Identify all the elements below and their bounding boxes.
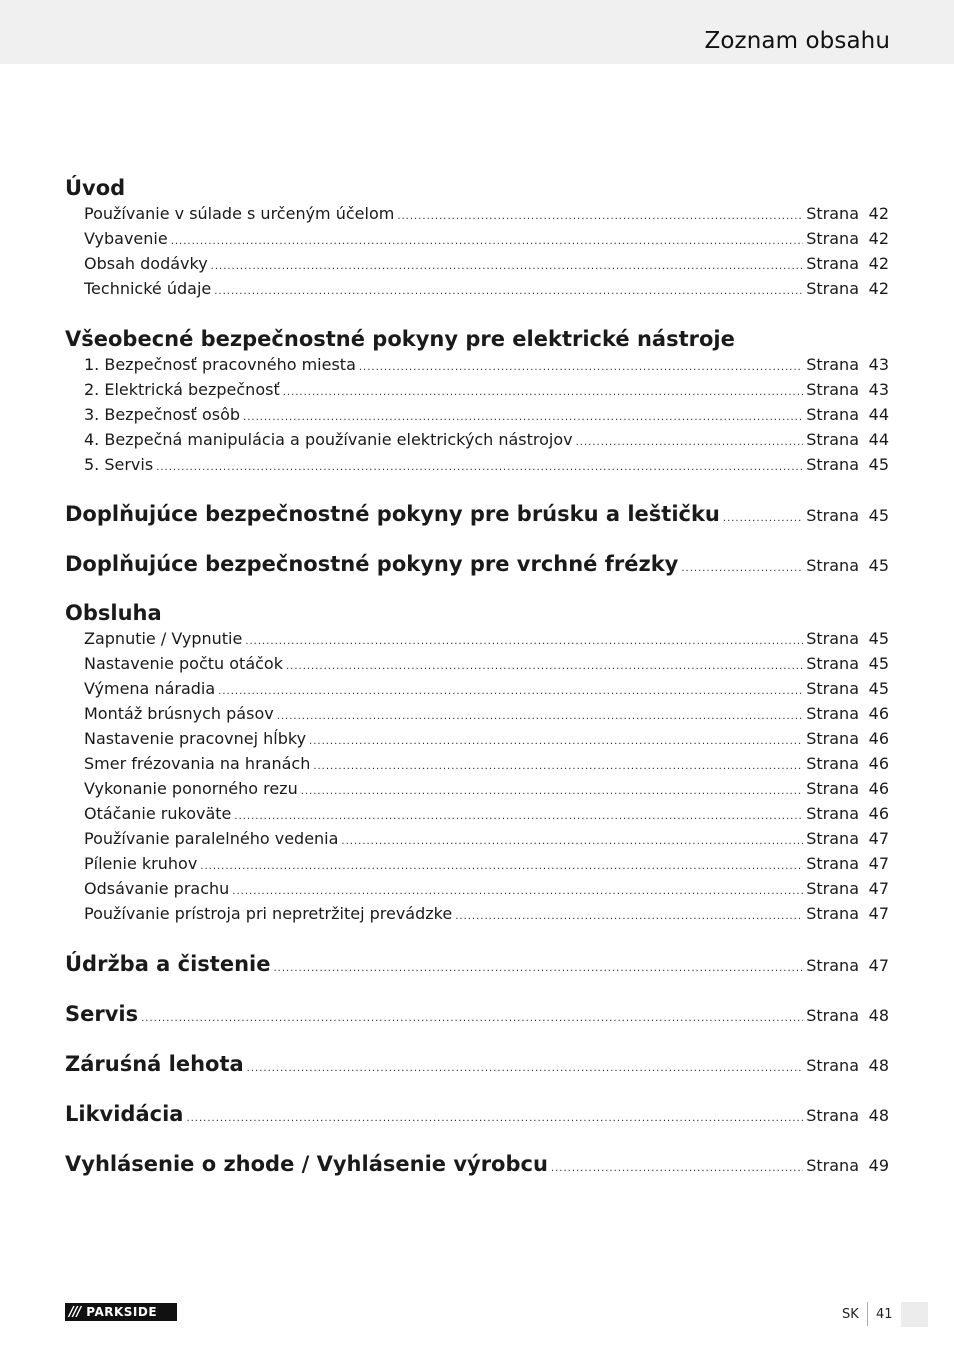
toc-entry[interactable]	[65, 804, 889, 823]
page-word: Strana	[806, 1106, 859, 1125]
page-ref	[806, 854, 889, 873]
page-ref	[806, 829, 889, 848]
toc-entry-label: Používanie v súlade s určeným účelom	[84, 204, 395, 223]
page-ref	[806, 754, 889, 773]
toc-entry-label: Smer frézovania na hranách	[84, 754, 311, 773]
page-word: Strana	[806, 729, 859, 748]
toc-section-entry[interactable]	[65, 1052, 889, 1076]
page-ref	[806, 405, 889, 424]
page-word: Strana	[806, 506, 859, 525]
page-ref	[806, 679, 889, 698]
page-number-ref: 43	[868, 380, 889, 399]
page-number: 41	[876, 1307, 893, 1322]
toc-entry[interactable]	[65, 904, 889, 923]
page-number-ref: 45	[868, 679, 889, 698]
page-number-ref: 42	[868, 229, 889, 248]
toc-entry[interactable]	[65, 679, 889, 698]
toc-entry-label: Nastavenie počtu otáčok	[84, 654, 283, 673]
toc-entry-label: Obsah dodávky	[84, 254, 208, 273]
leader-dots	[243, 412, 803, 423]
page-number-ref: 48	[868, 1106, 889, 1125]
toc-entry[interactable]	[65, 704, 889, 723]
leader-dots	[232, 886, 803, 897]
toc-entry[interactable]	[65, 854, 889, 873]
page-number-ref: 47	[868, 829, 889, 848]
page-ref	[806, 1106, 889, 1125]
leader-dots	[551, 1163, 803, 1174]
toc-entry-label: 3. Bezpečnosť osôb	[84, 405, 241, 424]
page-ref	[806, 904, 889, 923]
toc-entry[interactable]	[65, 279, 889, 298]
page-word: Strana	[806, 804, 859, 823]
section-heading[interactable]: Všeobecné bezpečnostné pokyny pre elektrické nástroje	[65, 327, 735, 351]
toc-entry[interactable]	[65, 729, 889, 748]
leader-dots	[286, 661, 803, 672]
page-word: Strana	[806, 904, 859, 923]
leader-dots	[723, 513, 803, 524]
leader-dots	[171, 236, 804, 247]
page-word: Strana	[806, 254, 859, 273]
page-word: Strana	[806, 779, 859, 798]
toc-entry-label: Odsávanie prachu	[84, 879, 230, 898]
language-code: SK	[842, 1307, 859, 1322]
section-heading: Doplňujúce bezpečnostné pokyny pre brúsku a leštičku	[65, 502, 720, 526]
page-word: Strana	[806, 854, 859, 873]
page-word: Strana	[806, 229, 859, 248]
page-word: Strana	[806, 829, 859, 848]
logo-stripes: ///	[69, 1304, 81, 1320]
toc-section-entry[interactable]	[65, 1152, 889, 1176]
toc-section-entry[interactable]	[65, 1002, 889, 1026]
toc-entry[interactable]	[65, 455, 889, 474]
toc-entry[interactable]	[65, 204, 889, 223]
page-ref	[806, 455, 889, 474]
page-ref	[806, 704, 889, 723]
page-number-ref: 42	[868, 279, 889, 298]
section-heading[interactable]: Úvod	[65, 176, 126, 200]
section-heading[interactable]: Obsluha	[65, 601, 162, 625]
toc-entry[interactable]	[65, 629, 889, 648]
toc-entry[interactable]	[65, 355, 889, 374]
page-ref	[806, 879, 889, 898]
page-ref	[806, 654, 889, 673]
page-number-ref: 46	[868, 804, 889, 823]
leader-dots	[211, 261, 804, 272]
toc-entry-label: Používanie paralelného vedenia	[84, 829, 339, 848]
page-number-ref: 45	[868, 455, 889, 474]
footer-divider	[867, 1302, 868, 1326]
toc-entry[interactable]	[65, 829, 889, 848]
page-word: Strana	[806, 754, 859, 773]
leader-dots	[309, 736, 803, 747]
page-title: Zoznam obsahu	[704, 28, 890, 54]
toc-entry[interactable]	[65, 430, 889, 449]
page-number-ref: 45	[868, 556, 889, 575]
toc-entry-label: Otáčanie rukoväte	[84, 804, 232, 823]
leader-dots	[214, 286, 803, 297]
toc-entry[interactable]	[65, 229, 889, 248]
page-ref	[806, 279, 889, 298]
leader-dots	[247, 1063, 804, 1074]
page-ref	[806, 380, 889, 399]
toc-section-entry[interactable]	[65, 502, 889, 526]
page-ref	[806, 1006, 889, 1025]
toc-entry-label: 4. Bezpečná manipulácia a používanie elektrických nástrojov	[84, 430, 573, 449]
toc-entry[interactable]	[65, 405, 889, 424]
page-ref	[806, 355, 889, 374]
page-ref	[806, 254, 889, 273]
leader-dots	[245, 636, 803, 647]
page-ref	[806, 229, 889, 248]
leader-dots	[681, 563, 803, 574]
page-ref	[806, 1056, 889, 1075]
page-ref	[806, 804, 889, 823]
leader-dots	[234, 811, 803, 822]
leader-dots	[359, 362, 803, 373]
toc-entry-label: Výmena náradia	[84, 679, 216, 698]
footer-tab	[901, 1302, 928, 1327]
toc-entry-label: Vykonanie ponorného rezu	[84, 779, 298, 798]
page-ref	[806, 204, 889, 223]
page-word: Strana	[806, 1156, 859, 1175]
page-ref	[806, 430, 889, 449]
section-heading: Servis	[65, 1002, 139, 1026]
page-number-ref: 42	[868, 254, 889, 273]
page-word: Strana	[806, 704, 859, 723]
leader-dots	[397, 211, 803, 222]
toc-entry-label: Používanie prístroja pri nepretržitej prevádzke	[84, 904, 453, 923]
toc-section-entry[interactable]	[65, 952, 889, 976]
page-word: Strana	[806, 405, 859, 424]
leader-dots	[200, 861, 803, 872]
leader-dots	[283, 387, 804, 398]
page-number-ref: 42	[868, 204, 889, 223]
toc-entry[interactable]	[65, 779, 889, 798]
leader-dots	[186, 1113, 803, 1124]
page-number-ref: 45	[868, 654, 889, 673]
logo-text: PARKSIDE	[86, 1305, 158, 1319]
page-word: Strana	[806, 1006, 859, 1025]
toc-section-entry[interactable]	[65, 552, 889, 576]
toc-entry[interactable]	[65, 254, 889, 273]
leader-dots	[141, 1013, 803, 1024]
toc-section-entry[interactable]	[65, 1102, 889, 1126]
page-number-ref: 46	[868, 754, 889, 773]
leader-dots	[455, 911, 803, 922]
page-number-ref: 45	[868, 506, 889, 525]
page-word: Strana	[806, 956, 859, 975]
toc-entry-label: Zapnutie / Vypnutie	[84, 629, 243, 648]
toc-entry-label: Vybavenie	[84, 229, 168, 248]
page-word: Strana	[806, 629, 859, 648]
page-word: Strana	[806, 380, 859, 399]
page-word: Strana	[806, 204, 859, 223]
page-ref	[806, 729, 889, 748]
page-word: Strana	[806, 556, 859, 575]
page-word: Strana	[806, 355, 859, 374]
leader-dots	[313, 761, 803, 772]
toc-entry[interactable]	[65, 380, 889, 399]
leader-dots	[301, 786, 804, 797]
page-number-ref: 48	[868, 1006, 889, 1025]
section-heading: Doplňujúce bezpečnostné pokyny pre vrchné frézky	[65, 552, 679, 576]
toc-entry[interactable]	[65, 879, 889, 898]
toc-entry-label: Pílenie kruhov	[84, 854, 198, 873]
leader-dots	[156, 462, 803, 473]
page-ref	[806, 956, 889, 975]
toc-entry[interactable]	[65, 754, 889, 773]
page-ref	[806, 506, 889, 525]
toc-entry-label: 2. Elektrická bezpečnosť	[84, 380, 280, 399]
toc-entry-label: Montáž brúsnych pásov	[84, 704, 274, 723]
page-number-ref: 47	[868, 956, 889, 975]
page-number-ref: 49	[868, 1156, 889, 1175]
page-word: Strana	[806, 1056, 859, 1075]
page-ref	[806, 629, 889, 648]
toc-entry-label: Technické údaje	[84, 279, 212, 298]
page-number-ref: 47	[868, 904, 889, 923]
page-ref	[806, 556, 889, 575]
section-heading: Likvidácia	[65, 1102, 184, 1126]
page-number-ref: 45	[868, 629, 889, 648]
page-number-ref: 46	[868, 704, 889, 723]
page-ref	[806, 779, 889, 798]
parkside-logo	[65, 1303, 177, 1321]
page-word: Strana	[806, 455, 859, 474]
toc-entry-label: 5. Servis	[84, 455, 154, 474]
page-number-ref: 43	[868, 355, 889, 374]
page-number-ref: 44	[868, 430, 889, 449]
page-number-ref: 44	[868, 405, 889, 424]
page-word: Strana	[806, 654, 859, 673]
leader-dots	[341, 836, 803, 847]
page-word: Strana	[806, 430, 859, 449]
page-number-ref: 47	[868, 879, 889, 898]
toc-entry-label: Nastavenie pracovnej hĺbky	[84, 729, 307, 748]
page-word: Strana	[806, 279, 859, 298]
leader-dots	[273, 963, 803, 974]
toc-entry[interactable]	[65, 654, 889, 673]
leader-dots	[277, 711, 804, 722]
leader-dots	[218, 686, 803, 697]
leader-dots	[576, 437, 804, 448]
page-ref	[806, 1156, 889, 1175]
page-number-ref: 47	[868, 854, 889, 873]
page-word: Strana	[806, 879, 859, 898]
page-number-ref: 48	[868, 1056, 889, 1075]
toc-entry-label: 1. Bezpečnosť pracovného miesta	[84, 355, 356, 374]
page-word: Strana	[806, 679, 859, 698]
section-heading: Údržba a čistenie	[65, 952, 271, 976]
section-heading: Záruśná lehota	[65, 1052, 244, 1076]
section-heading: Vyhlásenie o zhode / Vyhlásenie výrobcu	[65, 1152, 548, 1176]
page-number-ref: 46	[868, 779, 889, 798]
page-number-ref: 46	[868, 729, 889, 748]
